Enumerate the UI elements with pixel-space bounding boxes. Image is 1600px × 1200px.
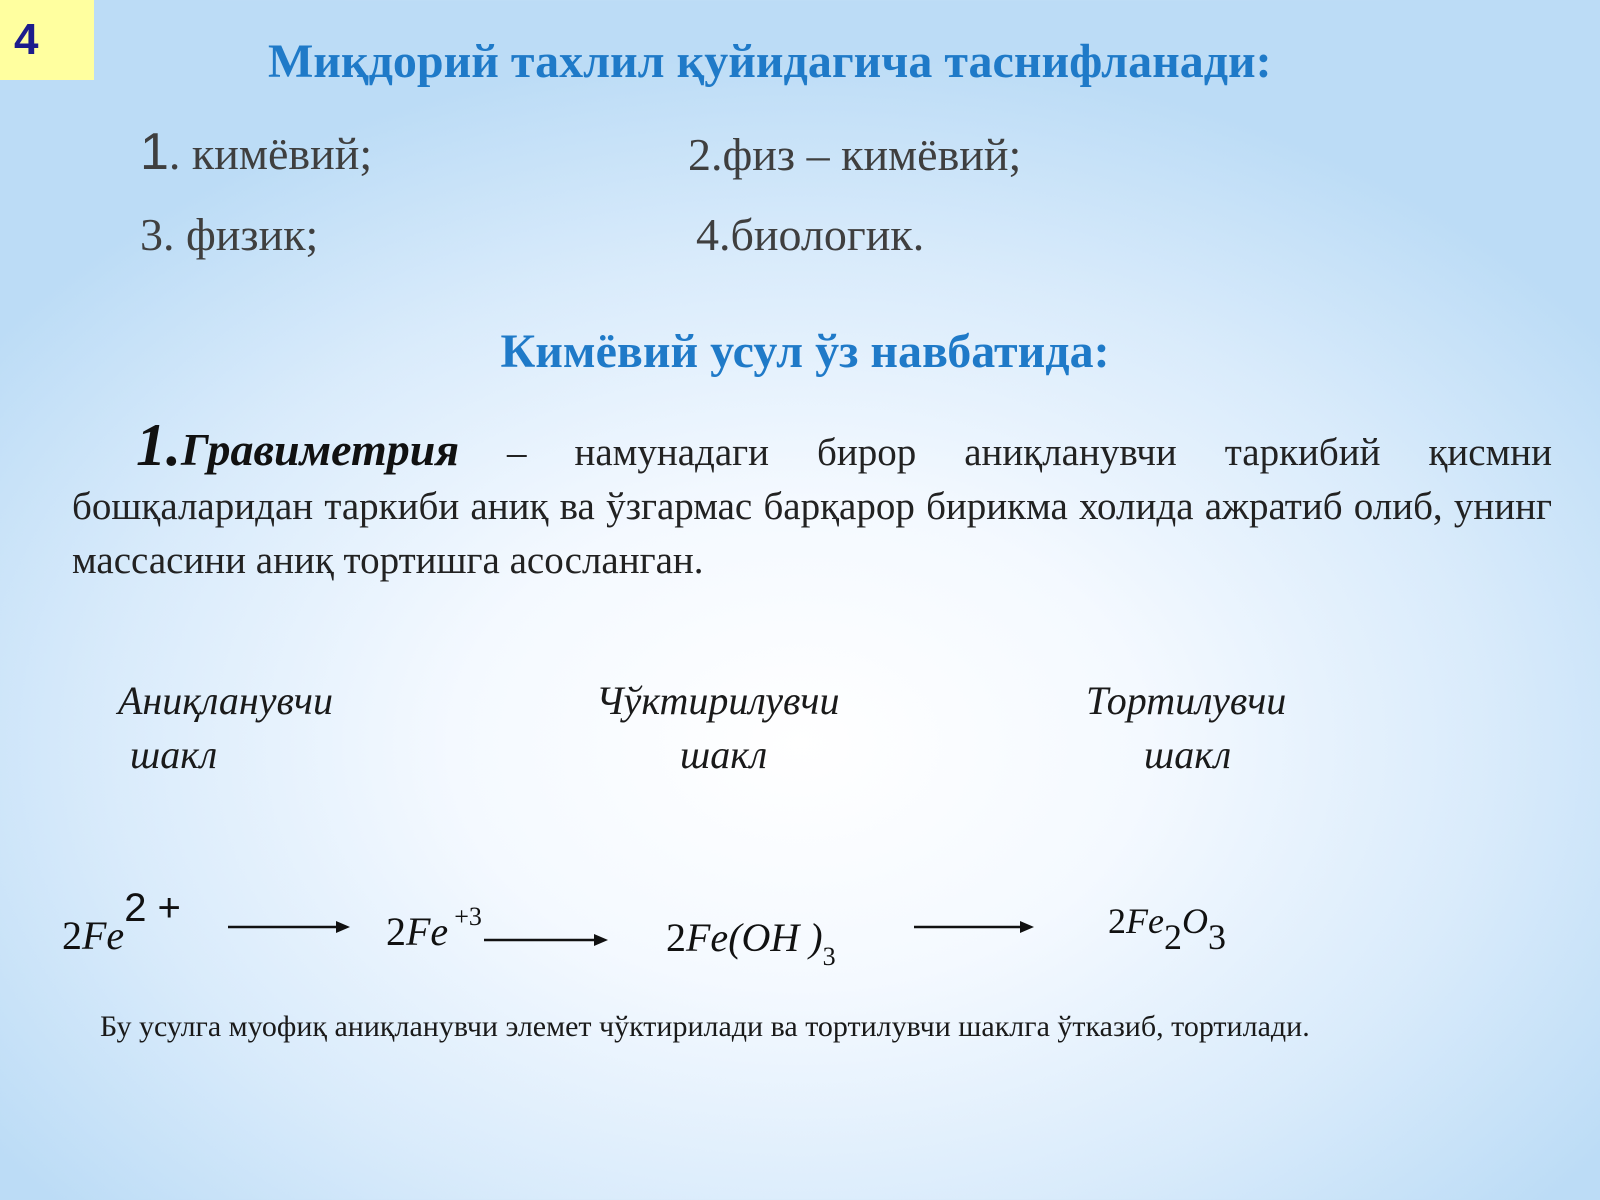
label-determined-line2: шакл bbox=[130, 732, 218, 777]
formula-oxide-subscript1: 2 bbox=[1163, 917, 1182, 957]
formula-oxide-element1: Fe bbox=[1126, 901, 1164, 941]
definition-term: Гравиметрия bbox=[181, 424, 460, 475]
classification-item-2: 2.физ – кимёвий; bbox=[688, 129, 1022, 180]
formula-fe3-element: Fe bbox=[406, 909, 449, 954]
label-precipitated-line1: Чўктирилувчи bbox=[596, 678, 840, 723]
arrow-1 bbox=[228, 921, 350, 933]
arrow-2 bbox=[484, 934, 608, 946]
formula-oxide-subscript2: 3 bbox=[1207, 917, 1226, 957]
formula-fe3-coef: 2 bbox=[386, 909, 406, 954]
classification-item-1-number: 1 bbox=[140, 123, 169, 181]
formula-fe2-charge: 2 + bbox=[124, 886, 181, 930]
label-weighed-line2: шакл bbox=[1144, 732, 1232, 777]
formula-hydroxide-element: Fe bbox=[686, 915, 729, 960]
formula-oxide-element2: O bbox=[1181, 901, 1208, 941]
formula-oxide-coef: 2 bbox=[1108, 901, 1126, 941]
label-determined-line1: Аниқланувчи bbox=[118, 678, 333, 723]
formula-hydroxide-group: (OH ) bbox=[728, 915, 823, 960]
arrow-3 bbox=[914, 921, 1034, 933]
slide-number-badge: 4 bbox=[0, 0, 94, 80]
classification-item-3: 3. физик; bbox=[140, 209, 319, 260]
formula-fe3-charge: +3 bbox=[454, 902, 482, 931]
formula-fe2-coef: 2 bbox=[62, 913, 82, 958]
definition-text: – намунадаги бирор аниқланувчи таркибий қисмни бошқаларидан таркиби аниқ ва ўзгармас барқарор бирикма холида ажратиб олиб, унинг массасини аниқ тортишга асосланган. bbox=[72, 431, 1552, 582]
formula-hydroxide-subscript: 3 bbox=[822, 942, 836, 971]
method-caption: Бу усулга муофиқ аниқланувчи элемет чўктирилади ва тортилувчи шаклга ўтказиб, тортилади. bbox=[100, 1010, 1310, 1043]
definition-number: 1. bbox=[136, 412, 181, 478]
label-weighed-line1: Тортилувчи bbox=[1086, 678, 1287, 723]
label-precipitated-line2: шакл bbox=[680, 732, 768, 777]
classification-item-1-text: . кимёвий; bbox=[168, 128, 373, 179]
formula-fe2-element: Fe bbox=[82, 913, 125, 958]
slide-heading: Миқдорий тахлил қуйидагича таснифланади: bbox=[268, 35, 1272, 88]
subheading: Кимёвий усул ўз навбатида: bbox=[500, 325, 1110, 378]
classification-item-4: 4.биологик. bbox=[696, 209, 925, 260]
formula-hydroxide-coef: 2 bbox=[666, 915, 686, 960]
